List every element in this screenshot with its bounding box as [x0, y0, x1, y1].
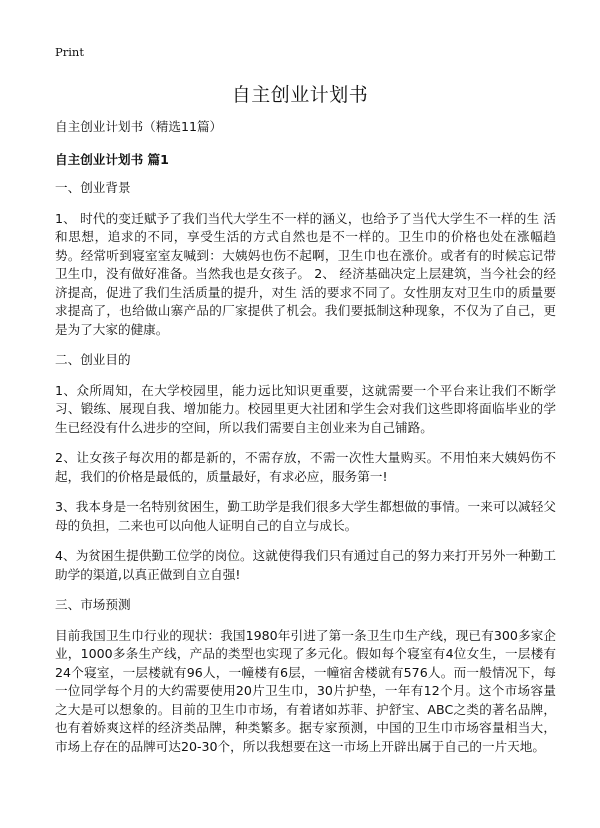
heading-purpose: 二、创业目的	[55, 352, 131, 367]
paragraph-purpose-4: 4、为贫困生提供勤工位学的岗位。这就使得我们只有通过自己的努力来打开另外一种勤工助学的渠道,以真正做到自立自强!	[55, 548, 556, 582]
paragraph-purpose-3: 3、我本身是一名特别贫困生，勤工助学是我们很多大学生都想做的事情。一来可以减轻父母的负担，二来也可以向他人证明自己的自立与成长。	[55, 499, 556, 533]
document-body	[55, 118, 556, 768]
paragraph-purpose-2: 2、让女孩子每次用的都是新的，不需存放，不需一次性大量购买。不用怕来大姨妈伤不起，我们的价格是最低的，质量最好，有求必应，服务第一!	[55, 450, 556, 484]
paragraph-market: 目前我国卫生巾行业的现状：我国1980年引进了第一条卫生巾生产线，现已有300多家企业，1000多条生产线，产品的类型也实现了多元化。假如每个寝室有4位女生，一层楼有24个寝室，一层楼就有96人，一幢楼有6层，一幢宿舍楼就有576人。而一般情况下，每一位同学每个月的大约需要使用20片卫生巾，30片护垫，一年有12个月。这个市场容量之大是可以想象的。目前的卫生巾市场，有着诸如苏菲、护舒宝、ABC之类的著名品牌，也有着娇爽这样的经济类品牌，种类繁多。据专家预测，中国的卫生巾市场容量相当大，市场上存在的品牌可达20-30个，所以我想要在这一市场上开辟出属于自己的一片天地。	[55, 627, 556, 754]
heading-background: 一、创业背景	[55, 180, 131, 195]
paragraph-background: 1、 时代的变迁赋予了我们当代大学生不一样的涵义，也给予了当代大学生不一样的生 活和思想，追求的不同，享受生活的方式自然也是不一样的。卫生巾的价格也处在涨幅趋势。经常听到寝室室友喊到：大姨妈也伤不起啊，卫生巾也在涨价。或者有的时候忘记带卫生巾，没有做好准备。当然我也是女孩子。 2、 经济基础决定上层建筑，当今社会的经济提高，促进了我们生活质量的提升，对生 活的要求不同了。女性朋友对卫生巾的质量要求提高了，也给做山寨产品的厂家提供了机会。我们要抵制这种现象，不仅为了自己，更是为了大家的健康。	[55, 210, 556, 337]
print-link[interactable]: Print	[55, 45, 84, 59]
document-title: 自主创业计划书	[231, 84, 369, 106]
heading-market: 三、市场预测	[55, 597, 131, 612]
section-title: 自主创业计划书 篇1	[55, 151, 169, 167]
paragraph-purpose-1: 1、众所周知，在大学校园里，能力远比知识更重要，这就需要一个平台来让我们不断学习、锻练、展现自我、增加能力。校园里更大社团和学生会对我们这些即将面临毕业的学生已经没有什么进步的空间，所以我们需要自主创业来为自己铺路。	[55, 382, 556, 435]
document-subtitle: 自主创业计划书（精选11篇）	[55, 119, 223, 134]
